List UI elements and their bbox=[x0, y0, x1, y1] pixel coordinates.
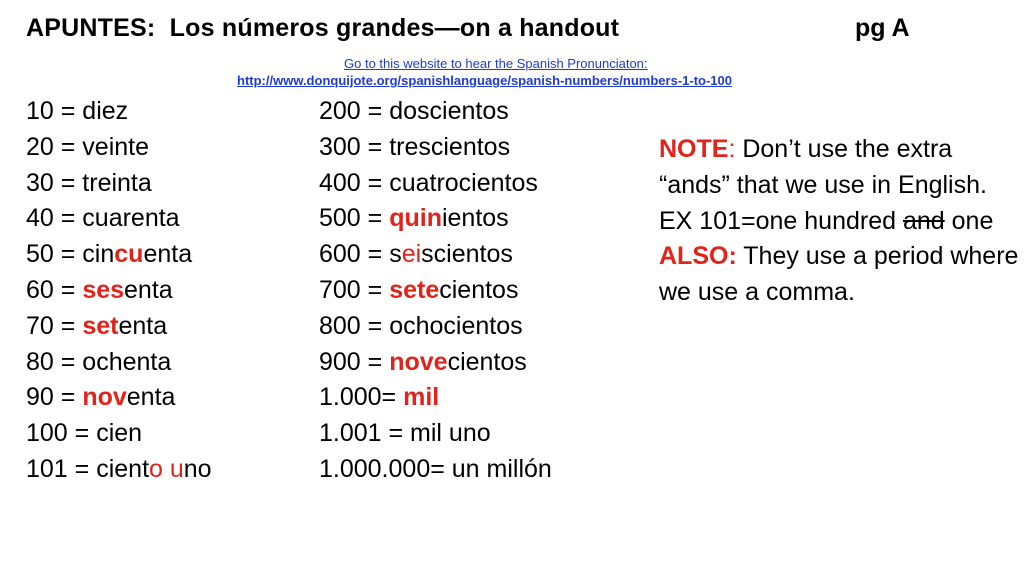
highlighted-stem: u bbox=[169, 454, 184, 483]
highlighted-stem: mil bbox=[403, 383, 440, 412]
row-text: no bbox=[183, 454, 212, 483]
row-text bbox=[163, 455, 170, 483]
example-text: EX 101=one hundred bbox=[659, 206, 903, 235]
row-text: 90 = bbox=[26, 383, 83, 412]
row-text: scientos bbox=[421, 240, 513, 269]
row-text: enta bbox=[143, 240, 193, 269]
row-text: 30 = treinta bbox=[26, 168, 152, 197]
row-text: 300 = trescientos bbox=[319, 132, 511, 161]
row-text: 800 = ochocientos bbox=[319, 311, 523, 340]
note-colon: : bbox=[728, 135, 736, 163]
highlighted-stem: nove bbox=[389, 347, 448, 376]
row-text: 40 = cuarenta bbox=[26, 204, 180, 233]
note-label: NOTE bbox=[659, 135, 729, 163]
number-row bbox=[319, 130, 552, 166]
row-text: 1.000.000= un millón bbox=[319, 454, 552, 483]
numbers-column-right bbox=[319, 94, 552, 488]
row-text: enta bbox=[124, 275, 173, 304]
row-text: enta bbox=[118, 311, 168, 340]
note-text: Don’t use the extra “ands” that we use in English. bbox=[659, 135, 987, 199]
number-row bbox=[319, 94, 552, 130]
row-text: 900 = bbox=[319, 347, 390, 376]
number-row bbox=[319, 273, 552, 309]
pronunciation-link-intro[interactable]: Go to this website to hear the Spanish Pronunciaton: bbox=[344, 56, 648, 71]
row-text: cientos bbox=[447, 347, 527, 376]
row-text: 80 = ochenta bbox=[26, 347, 172, 376]
highlighted-stem: quin bbox=[389, 204, 442, 233]
row-text: 400 = cuatrocientos bbox=[319, 168, 538, 197]
number-row bbox=[319, 309, 552, 345]
highlighted-stem: cu bbox=[114, 240, 144, 269]
row-text: 101 = cient bbox=[26, 454, 150, 483]
row-text: 50 = cin bbox=[26, 240, 115, 269]
example-text: one bbox=[944, 206, 994, 235]
number-row bbox=[26, 452, 212, 488]
highlighted-stem: sete bbox=[389, 275, 440, 304]
number-row bbox=[319, 201, 552, 237]
row-text: 700 = bbox=[319, 275, 390, 304]
also-label: ALSO: bbox=[659, 242, 737, 271]
number-row bbox=[319, 452, 552, 488]
number-row bbox=[26, 94, 212, 130]
highlighted-stem: set bbox=[82, 311, 119, 340]
title-prefix: APUNTES bbox=[26, 14, 147, 42]
highlighted-stem: nov bbox=[82, 383, 127, 412]
page-label: pg A bbox=[855, 14, 910, 42]
row-text: 100 = cien bbox=[26, 419, 143, 448]
row-text: 600 = s bbox=[319, 240, 402, 269]
number-row bbox=[26, 273, 212, 309]
row-text: 60 = bbox=[26, 275, 83, 304]
row-text: enta bbox=[126, 383, 176, 412]
also-paragraph bbox=[659, 239, 1019, 311]
number-row bbox=[26, 166, 212, 202]
row-text: ientos bbox=[441, 204, 509, 233]
page-title bbox=[26, 14, 619, 43]
pronunciation-link-url[interactable]: http://www.donquijote.org/spanishlanguage/spanish-numbers/numbers-1-to-100 bbox=[237, 73, 732, 88]
number-row bbox=[319, 237, 552, 273]
also-text: They use a period where we use a comma. bbox=[659, 242, 1019, 307]
number-row bbox=[26, 309, 212, 345]
row-text: 200 = doscientos bbox=[319, 97, 509, 125]
title-colon: : bbox=[146, 14, 156, 42]
number-row bbox=[26, 345, 212, 381]
number-row bbox=[26, 201, 212, 237]
row-text: 10 = diez bbox=[26, 97, 129, 125]
title-rest: Los números grandes—on a handout bbox=[155, 14, 620, 42]
number-row bbox=[319, 380, 552, 416]
number-row bbox=[319, 416, 552, 452]
numbers-column-left bbox=[26, 94, 212, 488]
highlighted-stem: o bbox=[149, 454, 163, 483]
number-row bbox=[26, 237, 212, 273]
number-row bbox=[26, 130, 212, 166]
number-row bbox=[319, 345, 552, 381]
note-example bbox=[659, 204, 1019, 240]
highlighted-stem: ei bbox=[401, 240, 422, 269]
row-text: 20 = veinte bbox=[26, 132, 150, 161]
row-text: 500 = bbox=[319, 204, 390, 233]
number-row bbox=[319, 166, 552, 202]
row-text: 70 = bbox=[26, 311, 83, 340]
row-text: cientos bbox=[439, 275, 519, 304]
note-paragraph bbox=[659, 132, 1019, 204]
row-text: 1.000= bbox=[319, 383, 404, 412]
struck-word: and bbox=[902, 206, 945, 235]
grammar-note bbox=[659, 132, 1019, 311]
number-row bbox=[26, 416, 212, 452]
number-row bbox=[26, 380, 212, 416]
highlighted-stem: ses bbox=[82, 275, 125, 304]
row-text: 1.001 = mil uno bbox=[319, 419, 491, 448]
